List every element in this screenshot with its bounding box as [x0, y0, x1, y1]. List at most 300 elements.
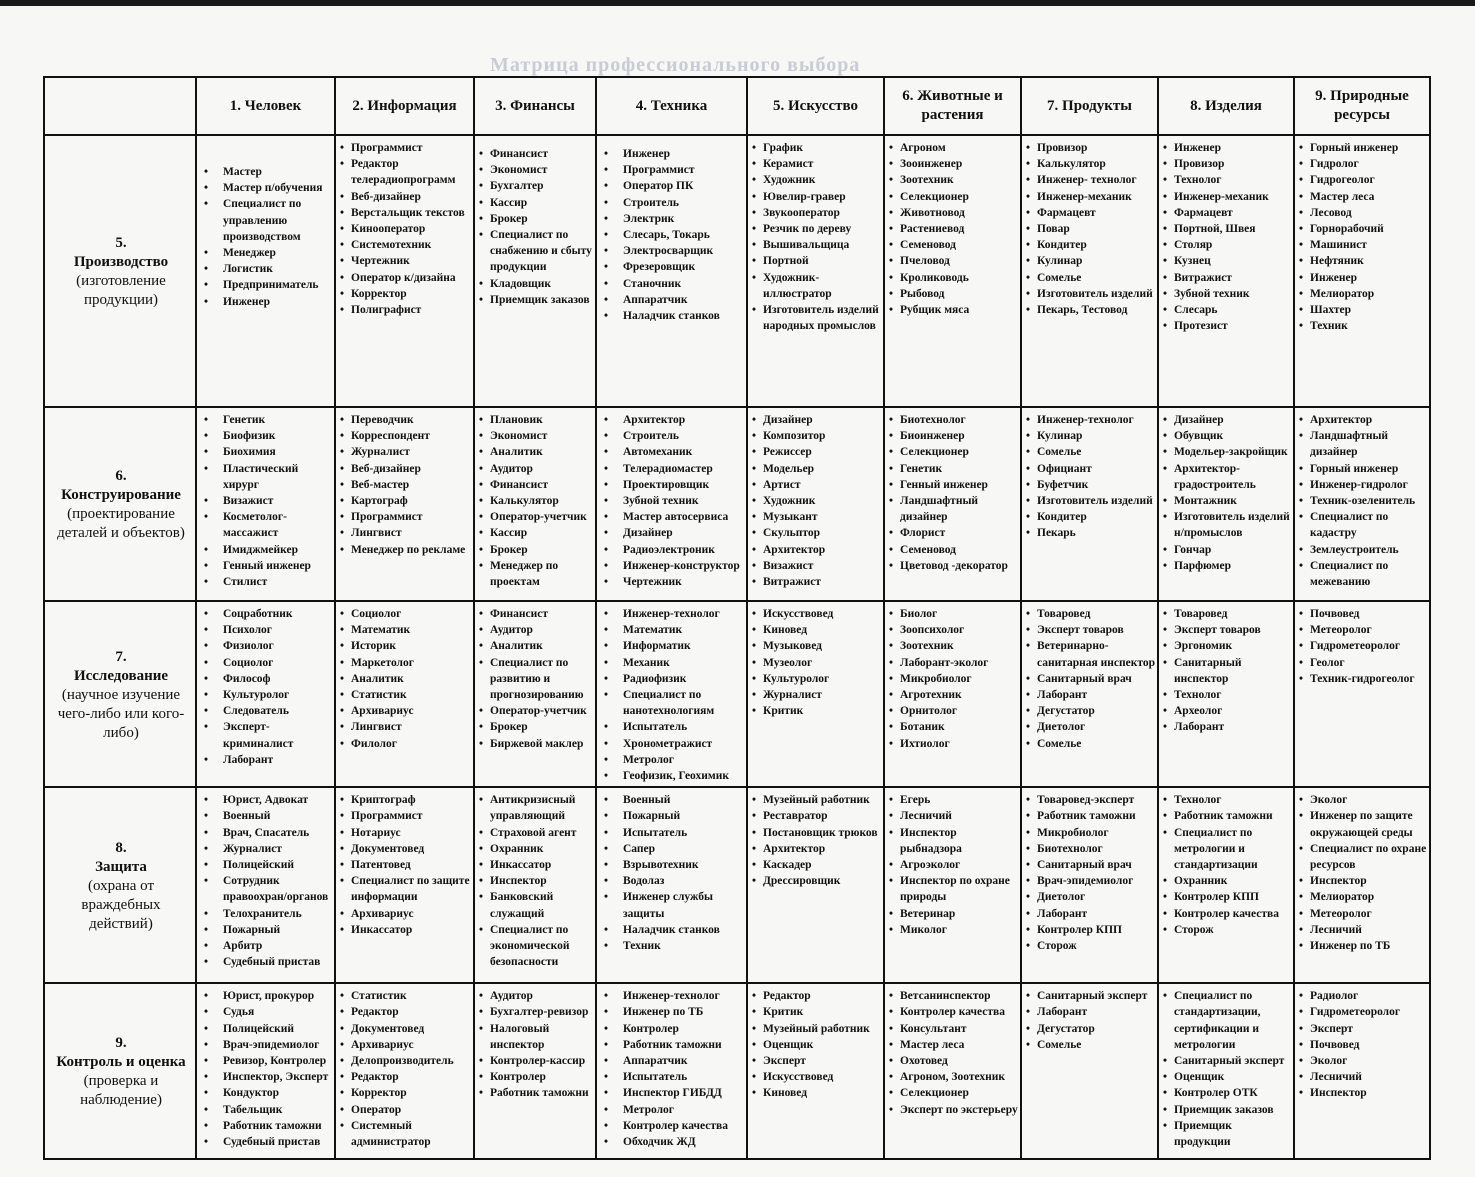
profession-item: • Картограф [340, 493, 471, 509]
profession-list [1299, 988, 1427, 1101]
row-number: 6. [115, 468, 127, 484]
profession-item: • Мастер [201, 164, 332, 180]
profession-item: • Метролог [601, 752, 744, 768]
profession-item: • Технолог [1163, 792, 1291, 808]
profession-item: • Специалист по экономической безопасности [479, 922, 593, 971]
profession-item: • Инженер [601, 146, 744, 162]
row-number: 8. [115, 839, 127, 856]
profession-item: • Телохранитель [201, 906, 332, 922]
profession-item: • Специалист по межеванию [1299, 558, 1427, 590]
profession-item: • Веб-мастер [340, 477, 471, 493]
activity-row [44, 983, 1430, 1159]
column-header: 8. Изделия [1158, 77, 1294, 135]
bleed-through-title: Матрица профессионального выбора [490, 54, 861, 76]
profession-list [479, 412, 593, 590]
profession-item: • Рыбовод [889, 286, 1018, 302]
profession-item: • Плановик [479, 412, 593, 428]
profession-item: • Оператор [340, 1102, 471, 1118]
profession-item: • Визажист [201, 493, 332, 509]
profession-list [752, 988, 881, 1101]
profession-item: • Художник [752, 493, 881, 509]
profession-item: • Телерадиомастер [601, 461, 744, 477]
profession-cell [196, 135, 335, 407]
profession-item: • Лесничий [889, 808, 1018, 824]
profession-item: • Техник-гидрогеолог [1299, 671, 1427, 687]
profession-item: • Историк [340, 638, 471, 654]
profession-item: • Каскадер [752, 857, 881, 873]
profession-item: • Музеолог [752, 655, 881, 671]
profession-list [601, 412, 744, 590]
profession-item: • Кладовщик [479, 276, 593, 292]
profession-item: • Пластический хирург [201, 461, 332, 493]
profession-item: • Финансист [479, 146, 593, 162]
profession-item: • Гидрометеоролог [1299, 1004, 1427, 1020]
profession-cell [1158, 407, 1294, 601]
profession-item: • Витражист [752, 574, 881, 590]
profession-list [601, 146, 744, 324]
profession-item: • Вышивальщица [752, 237, 881, 253]
profession-item: • Биржевой маклер [479, 736, 593, 752]
profession-item: • Биохимия [201, 444, 332, 460]
profession-item: • Изготовитель изделий н/промыслов [1163, 509, 1291, 541]
activity-row [44, 787, 1430, 983]
profession-cell [335, 135, 474, 407]
profession-item: • Инспектор, Эксперт [201, 1069, 332, 1085]
profession-item: • Эксперт товаров [1163, 622, 1291, 638]
profession-item: • Дрессировщик [752, 873, 881, 889]
profession-item: • Горный инженер [1299, 140, 1427, 156]
profession-item: • Мелиоратор [1299, 286, 1427, 302]
profession-item: • Ювелир-гравер [752, 189, 881, 205]
profession-item: • Технолог [1163, 172, 1291, 188]
profession-item: • Модельер [752, 461, 881, 477]
profession-item: • Лаборант [1026, 1004, 1155, 1020]
profession-list [889, 140, 1018, 318]
profession-item: • Веб-дизайнер [340, 461, 471, 477]
profession-item: • Пожарный [201, 922, 332, 938]
row-header [44, 601, 196, 787]
profession-item: • Эксперт [1299, 1021, 1427, 1037]
profession-item: • Маркетолог [340, 655, 471, 671]
profession-item: • Контролер [479, 1069, 593, 1085]
profession-item: • Калькулятор [479, 493, 593, 509]
row-description: (охрана от враждебных действий) [81, 877, 161, 932]
profession-item: • Архивариус [340, 703, 471, 719]
profession-item: • Лаборант [1026, 906, 1155, 922]
profession-item: • Инженер- технолог [1026, 172, 1155, 188]
profession-item: • Гидролог [1299, 156, 1427, 172]
profession-item: • Сапер [601, 841, 744, 857]
column-header: 7. Продукты [1021, 77, 1158, 135]
profession-cell [1158, 983, 1294, 1159]
profession-item: • Аналитик [479, 638, 593, 654]
profession-list [1026, 412, 1155, 542]
profession-item: • Менеджер [201, 245, 332, 261]
profession-item: • Инженер [201, 294, 332, 310]
profession-item: • Лаборант [1163, 719, 1291, 735]
profession-cell [596, 135, 747, 407]
profession-item: • Кузнец [1163, 253, 1291, 269]
profession-item: • Инспектор [1299, 1085, 1427, 1101]
profession-item: • Юрист, прокурор [201, 988, 332, 1004]
profession-item: • Пекарь [1026, 525, 1155, 541]
profession-item: • Диетолог [1026, 889, 1155, 905]
profession-cell [1021, 601, 1158, 787]
profession-item: • Инспектор [1299, 873, 1427, 889]
profession-item: • Сомелье [1026, 270, 1155, 286]
corner-cell [44, 77, 196, 135]
profession-item: • Кассир [479, 525, 593, 541]
profession-item: • Сторож [1026, 938, 1155, 954]
profession-cell [884, 983, 1021, 1159]
profession-item: • Генный инженер [889, 477, 1018, 493]
profession-item: • Аудитор [479, 622, 593, 638]
profession-item: • Брокер [479, 719, 593, 735]
profession-cell [196, 407, 335, 601]
activity-row [44, 407, 1430, 601]
profession-cell [474, 407, 596, 601]
profession-list [201, 792, 332, 970]
profession-item: • Инженер-гидролог [1299, 477, 1427, 493]
profession-cell [1294, 135, 1430, 407]
scan-top-edge [0, 0, 1475, 6]
profession-item: • Документовед [340, 841, 471, 857]
profession-item: • Лесничий [1299, 922, 1427, 938]
profession-list [340, 988, 471, 1150]
profession-item: • Дизайнер [752, 412, 881, 428]
profession-item: • Математик [601, 622, 744, 638]
profession-item: • Аналитик [340, 671, 471, 687]
profession-item: • Переводчик [340, 412, 471, 428]
profession-item: • Агроном, Зоотехник [889, 1069, 1018, 1085]
profession-cell [1294, 407, 1430, 601]
profession-item: • Инспектор по охране природы [889, 873, 1018, 905]
profession-item: • Ландшафтный дизайнер [889, 493, 1018, 525]
profession-item: • Инспектор [479, 873, 593, 889]
profession-item: • Консультант [889, 1021, 1018, 1037]
profession-item: • Диетолог [1026, 719, 1155, 735]
profession-item: • Криптограф [340, 792, 471, 808]
profession-item: • Брокер [479, 542, 593, 558]
profession-item: • Геолог [1299, 655, 1427, 671]
profession-list [1299, 140, 1427, 334]
profession-list [752, 412, 881, 590]
profession-item: • Радиоэлектроник [601, 542, 744, 558]
profession-list [752, 606, 881, 719]
profession-item: • Архитектор [601, 412, 744, 428]
profession-item: • Мастер автосервиса [601, 509, 744, 525]
profession-item: • Аудитор [479, 988, 593, 1004]
profession-item: • Искусствовед [752, 606, 881, 622]
profession-item: • Предприниматель [201, 277, 332, 293]
profession-list [601, 792, 744, 954]
profession-list [340, 140, 471, 318]
column-header: 1. Человек [196, 77, 335, 135]
profession-cell [474, 787, 596, 983]
profession-list [201, 988, 332, 1150]
profession-item: • Киновед [752, 622, 881, 638]
row-number: 5. [115, 235, 127, 251]
profession-item: • Инженер по защите окружающей среды [1299, 808, 1427, 840]
profession-cell [884, 787, 1021, 983]
profession-item: • Искусствовед [752, 1069, 881, 1085]
profession-item: • Статистик [340, 988, 471, 1004]
column-header: 5. Искусство [747, 77, 884, 135]
profession-item: • Механик [601, 655, 744, 671]
profession-item: • Селекционер [889, 189, 1018, 205]
profession-item: • Инженер-механик [1163, 189, 1291, 205]
profession-item: • Геофизик, Геохимик [601, 768, 744, 784]
profession-item: • Реставратор [752, 808, 881, 824]
profession-item: • Художник-иллюстратор [752, 270, 881, 302]
profession-item: • Художник [752, 172, 881, 188]
profession-cell [1021, 135, 1158, 407]
profession-item: • Модельер-закройщик [1163, 444, 1291, 460]
row-description: (научное изучение чего-либо или кого-либо) [57, 686, 185, 741]
profession-item: • Скульптор [752, 525, 881, 541]
profession-item: • Приемщик продукции [1163, 1118, 1291, 1150]
profession-item: • Редактор [340, 1069, 471, 1085]
profession-item: • Физиолог [201, 638, 332, 654]
profession-item: • Инкассатор [340, 922, 471, 938]
profession-item: • Провизор [1163, 156, 1291, 172]
profession-cell [335, 787, 474, 983]
row-header [44, 983, 196, 1159]
profession-item: • Филолог [340, 736, 471, 752]
profession-item: • Программист [340, 808, 471, 824]
profession-list [201, 412, 332, 590]
profession-item: • Станочник [601, 276, 744, 292]
profession-item: • Социолог [201, 655, 332, 671]
profession-item: • Редактор телерадиопрограмм [340, 156, 471, 188]
profession-item: • Семеновод [889, 237, 1018, 253]
profession-list [1026, 988, 1155, 1053]
profession-list [1299, 412, 1427, 590]
profession-item: • Охранник [1163, 873, 1291, 889]
profession-list [340, 792, 471, 938]
profession-item: • Контролер-кассир [479, 1053, 593, 1069]
profession-item: • Работник таможни [1163, 808, 1291, 824]
profession-item: • Инкассатор [479, 857, 593, 873]
profession-list [201, 164, 332, 310]
profession-item: • Музыковед [752, 638, 881, 654]
profession-item: • Биолог [889, 606, 1018, 622]
row-header [44, 787, 196, 983]
profession-item: • Кулинар [1026, 428, 1155, 444]
profession-item: • Почвовед [1299, 1037, 1427, 1053]
profession-item: • Радиолог [1299, 988, 1427, 1004]
profession-item: • Слесарь [1163, 302, 1291, 318]
profession-item: • Электрик [601, 211, 744, 227]
row-description: (изготовление продукции) [76, 273, 166, 308]
profession-item: • Эксперт товаров [1026, 622, 1155, 638]
profession-item: • Инженер-технолог [601, 988, 744, 1004]
profession-item: • Археолог [1163, 703, 1291, 719]
profession-item: • Оператор ПК [601, 178, 744, 194]
profession-item: • Сомелье [1026, 1037, 1155, 1053]
profession-item: • Официант [1026, 461, 1155, 477]
profession-item: • Техник [601, 938, 744, 954]
profession-item: • Документовед [340, 1021, 471, 1037]
profession-item: • Гидрогеолог [1299, 172, 1427, 188]
row-title: Защита [95, 858, 147, 875]
profession-list [340, 412, 471, 558]
profession-item: • Работник таможни [601, 1037, 744, 1053]
profession-item: • Фармацевт [1163, 205, 1291, 221]
profession-item: • Водолаз [601, 873, 744, 889]
profession-item: • Оператор-учетчик [479, 509, 593, 525]
profession-item: • Лаборант [201, 752, 332, 768]
profession-item: • Контролер КПП [1026, 922, 1155, 938]
row-header [44, 407, 196, 601]
profession-list [479, 988, 593, 1101]
profession-list [1163, 140, 1291, 334]
profession-item: • Информатик [601, 638, 744, 654]
profession-item: • Музыкант [752, 509, 881, 525]
profession-item: • Специалист по управлению производством [201, 196, 332, 245]
profession-item: • Специалист по нанотехнологиям [601, 687, 744, 719]
profession-item: • Режиссер [752, 444, 881, 460]
profession-item: • Дизайнер [601, 525, 744, 541]
profession-item: • Работник таможни [201, 1118, 332, 1134]
profession-item: • Метролог [601, 1102, 744, 1118]
profession-item: • Корректор [340, 286, 471, 302]
profession-item: • Кондуктор [201, 1085, 332, 1101]
profession-item: • Буфетчик [1026, 477, 1155, 493]
profession-item: • Цветовод -декоратор [889, 558, 1018, 574]
profession-item: • Эколог [1299, 1053, 1427, 1069]
profession-cell [1021, 983, 1158, 1159]
profession-list [889, 988, 1018, 1118]
profession-list [1163, 988, 1291, 1150]
profession-item: • Аналитик [479, 444, 593, 460]
profession-item: • Стилист [201, 574, 332, 590]
profession-item: • Повар [1026, 221, 1155, 237]
profession-item: • Военный [601, 792, 744, 808]
profession-item: • Портной, Швея [1163, 221, 1291, 237]
profession-item: • Соцработник [201, 606, 332, 622]
profession-item: • Ветеринар [889, 906, 1018, 922]
profession-item: • Биоинженер [889, 428, 1018, 444]
profession-item: • Аудитор [479, 461, 593, 477]
profession-cell [884, 601, 1021, 787]
profession-item: • Инженер по ТБ [601, 1004, 744, 1020]
profession-item: • Контролер качества [889, 1004, 1018, 1020]
profession-item: • Инженер-технолог [1026, 412, 1155, 428]
profession-cell [747, 983, 884, 1159]
profession-item: • Программист [340, 509, 471, 525]
profession-item: • Ботаник [889, 719, 1018, 735]
profession-item: • Налоговый инспектор [479, 1021, 593, 1053]
profession-item: • Технолог [1163, 687, 1291, 703]
profession-item: • Киновед [752, 1085, 881, 1101]
profession-list [889, 792, 1018, 938]
profession-cell [747, 787, 884, 983]
column-header: 3. Финансы [474, 77, 596, 135]
profession-item: • Строитель [601, 428, 744, 444]
profession-item: • Специалист по развитию и прогнозированию [479, 655, 593, 704]
profession-cell [474, 983, 596, 1159]
profession-cell [1294, 787, 1430, 983]
profession-item: • Мастер леса [1299, 189, 1427, 205]
profession-item: • Контролер КПП [1163, 889, 1291, 905]
profession-item: • Лесовод [1299, 205, 1427, 221]
profession-cell [1158, 135, 1294, 407]
profession-item: • Логистик [201, 261, 332, 277]
profession-item: • Агроном [889, 140, 1018, 156]
matrix-body [44, 135, 1430, 1159]
profession-item: • Проектировщик [601, 477, 744, 493]
profession-item: • Зоопсихолог [889, 622, 1018, 638]
profession-item: • Генетик [889, 461, 1018, 477]
profession-item: • Рубщик мяса [889, 302, 1018, 318]
profession-item: • Миколог [889, 922, 1018, 938]
profession-item: • Землеустроитель [1299, 542, 1427, 558]
profession-item: • Финансист [479, 606, 593, 622]
profession-item: • Ветсанинспектор [889, 988, 1018, 1004]
profession-item: • Лаборант [1026, 687, 1155, 703]
profession-item: • Генный инженер [201, 558, 332, 574]
row-title: Контроль и оценка [56, 1054, 186, 1071]
profession-item: • Кондитер [1026, 237, 1155, 253]
profession-item: • Инженер по ТБ [1299, 938, 1427, 954]
profession-list [340, 606, 471, 752]
profession-list [201, 606, 332, 768]
profession-item: • Композитор [752, 428, 881, 444]
profession-item: • Кондитер [1026, 509, 1155, 525]
profession-cell [596, 787, 747, 983]
column-header: 6. Животные и растения [884, 77, 1021, 135]
profession-item: • Специалист по охране ресурсов [1299, 841, 1427, 873]
profession-item: • Парфюмер [1163, 558, 1291, 574]
profession-item: • Нефтяник [1299, 253, 1427, 269]
profession-item: • Инженер [1163, 140, 1291, 156]
profession-list [889, 412, 1018, 574]
profession-item: • Менеджер по проектам [479, 558, 593, 590]
profession-item: • Селекционер [889, 444, 1018, 460]
profession-item: • Санитарный врач [1026, 857, 1155, 873]
profession-item: • Сотрудник правоохран/органов [201, 873, 332, 905]
profession-item: • Оператор к/дизайна [340, 270, 471, 286]
profession-item: • Врач, Спасатель [201, 825, 332, 841]
profession-item: • Следователь [201, 703, 332, 719]
profession-list [479, 146, 593, 308]
row-title: Конструирование [61, 487, 181, 503]
profession-item: • Экономист [479, 162, 593, 178]
profession-item: • Монтажник [1163, 493, 1291, 509]
profession-item: • Товаровед [1163, 606, 1291, 622]
row-title: Производство [73, 254, 169, 270]
profession-item: • Судебный пристав [201, 954, 332, 970]
profession-item: • Микробиолог [889, 671, 1018, 687]
profession-item: • Гончар [1163, 542, 1291, 558]
profession-item: • Звукооператор [752, 205, 881, 221]
profession-item: • Музейный работник [752, 1021, 881, 1037]
profession-item: • Обувщик [1163, 428, 1291, 444]
profession-item: • Патентовед [340, 857, 471, 873]
profession-list [1163, 606, 1291, 736]
profession-item: • Архитектор [752, 841, 881, 857]
profession-item: • Архивариус [340, 1037, 471, 1053]
profession-item: • Судебный пристав [201, 1134, 332, 1150]
profession-item: • Системотехник [340, 237, 471, 253]
profession-item: • Ландшафтный дизайнер [1299, 428, 1427, 460]
profession-list [1299, 606, 1427, 687]
row-number: 9. [115, 1035, 127, 1052]
row-description: (проектирование деталей и объектов) [57, 506, 185, 541]
profession-item: • Ихтиолог [889, 736, 1018, 752]
profession-item: • Программист [340, 140, 471, 156]
